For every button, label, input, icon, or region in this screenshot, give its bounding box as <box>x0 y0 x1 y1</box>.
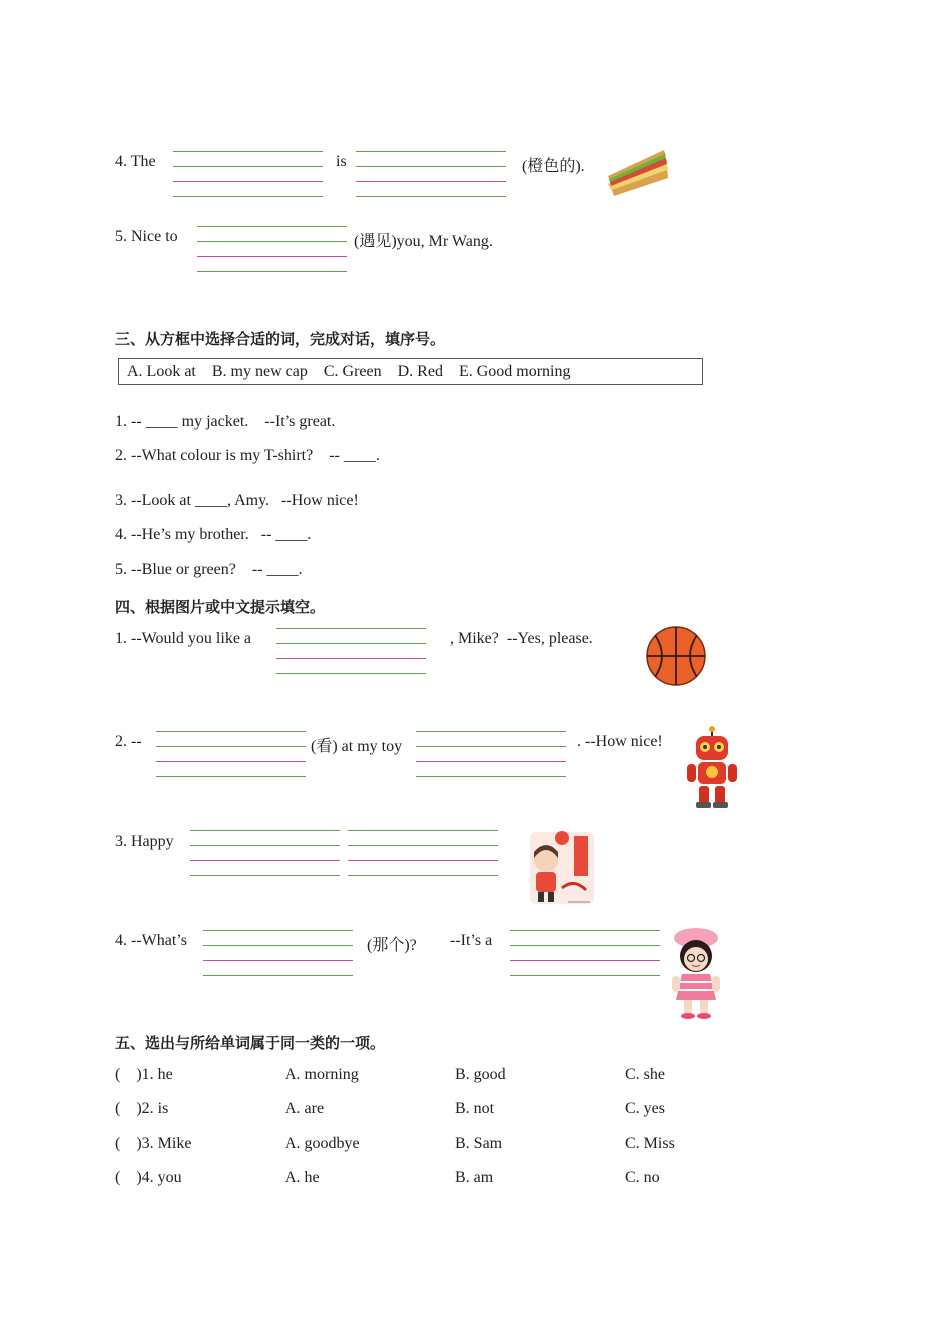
q4-1-prefix: 1. --Would you like a <box>115 630 252 647</box>
q4-3-prefix: 3. Happy <box>115 833 174 850</box>
word-box <box>118 358 703 385</box>
q2-4-writing-lines-1[interactable] <box>173 151 323 197</box>
q4-2-mid: (看) at my toy <box>311 738 403 755</box>
section5-row-4-question: ( )4. you <box>115 1169 182 1186</box>
section5-row-4-option-a: A. he <box>285 1169 320 1186</box>
q4-3-writing-lines-2[interactable] <box>348 830 498 876</box>
q2-4-mid: is <box>336 153 347 170</box>
section5-row-1-option-b: B. good <box>455 1066 506 1083</box>
section5-row-3-option-b: B. Sam <box>455 1135 503 1152</box>
section3-item-4: 4. --He’s my brother. -- ____. <box>115 526 312 543</box>
section3-item-3: 3. --Look at ____, Amy. --How nice! <box>115 492 359 509</box>
section5-row-3-option-c: C. Miss <box>625 1135 675 1152</box>
q4-4-writing-lines-1[interactable] <box>203 930 353 976</box>
section5-row-4-option-c: C. no <box>625 1169 660 1186</box>
q4-2-suffix: . --How nice! <box>577 733 663 750</box>
section5-row-3-option-a: A. goodbye <box>285 1135 360 1152</box>
q2-5-prefix: 5. Nice to <box>115 228 178 245</box>
q4-4-writing-lines-2[interactable] <box>510 930 660 976</box>
basketball-icon <box>645 625 707 687</box>
section5-row-2-option-b: B. not <box>455 1100 495 1117</box>
q2-4-hint: (橙色的). <box>522 158 585 175</box>
q4-2-writing-lines-2[interactable] <box>416 731 566 777</box>
section3-heading: 三、从方框中选择合适的词，完成对话，填序号。 <box>115 330 446 348</box>
section5-row-2-question: ( )2. is <box>115 1100 169 1117</box>
section3-item-5: 5. --Blue or green? -- ____. <box>115 561 303 578</box>
q2-4-prefix: 4. The <box>115 153 156 170</box>
section4-heading: 四、根据图片或中文提示填空。 <box>115 598 326 616</box>
q4-4-mid2: --It’s a <box>450 932 493 949</box>
section5-row-2-option-c: C. yes <box>625 1100 665 1117</box>
section3-item-2: 2. --What colour is my T-shirt? -- ____. <box>115 447 380 464</box>
section5-heading: 五、选出与所给单词属于同一类的一项。 <box>115 1034 386 1052</box>
q4-4-mid: (那个)? <box>367 937 417 954</box>
section3-item-1: 1. -- ____ my jacket. --It’s great. <box>115 413 336 430</box>
q4-1-suffix: , Mike? --Yes, please. <box>450 630 593 647</box>
section5-row-1-question: ( )1. he <box>115 1066 173 1083</box>
robot-icon <box>684 726 740 810</box>
doll-icon <box>664 924 728 1020</box>
section5-row-2-option-a: A. are <box>285 1100 325 1117</box>
word-box-text: A. Look at B. my new cap C. Green D. Red E. Good morning <box>127 363 571 380</box>
q4-1-writing-lines[interactable] <box>276 628 426 674</box>
q2-5-writing-lines[interactable] <box>197 226 347 272</box>
section5-row-1-option-c: C. she <box>625 1066 665 1083</box>
sandwich-icon <box>604 146 670 198</box>
q2-4-writing-lines-2[interactable] <box>356 151 506 197</box>
q2-5-hint: (遇见)you, Mr Wang. <box>354 233 493 250</box>
section5-row-1-option-a: A. morning <box>285 1066 359 1083</box>
q4-3-writing-lines-1[interactable] <box>190 830 340 876</box>
q4-2-prefix: 2. -- <box>115 733 142 750</box>
q4-4-prefix: 4. --What’s <box>115 932 187 949</box>
new-year-girl-icon <box>524 828 600 910</box>
q4-2-writing-lines-1[interactable] <box>156 731 306 777</box>
section5-row-4-option-b: B. am <box>455 1169 494 1186</box>
section5-row-3-question: ( )3. Mike <box>115 1135 192 1152</box>
